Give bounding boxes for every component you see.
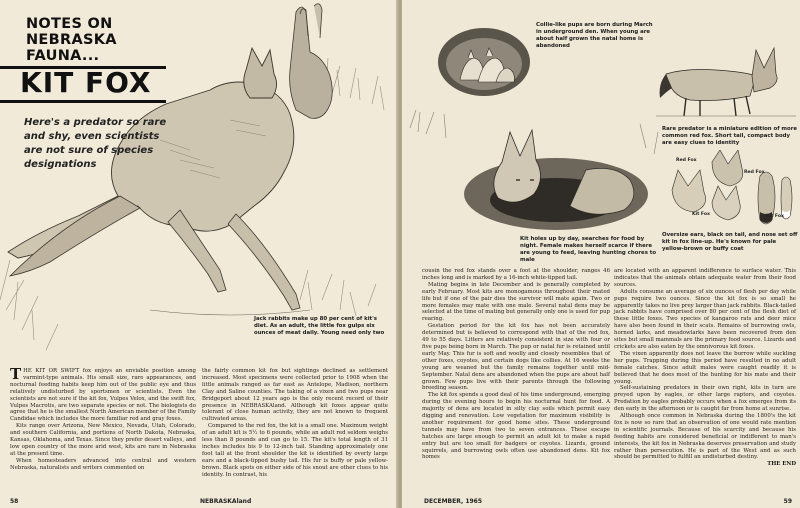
article-deck: Here's a predator so rare and shy, even scientists are not sure of species designations (24, 117, 167, 170)
magazine-name: NEBRASKAland (200, 498, 252, 505)
kicker-line-3: FAUNA... (26, 48, 100, 64)
page-number-right: 59 (783, 498, 792, 505)
label-kit-fox-tail: Kit Fox (766, 214, 785, 219)
body-column-1 (10, 365, 196, 472)
paragraph: cousin the red fox stands over a foot at the shoulder, ranges 46 inches long and is marked by a 16-inch white-tipped tail. (422, 268, 610, 281)
paragraph: the fairly common kit fox but sightings declined as settlement increased. Most specimens were collected prior to 1908 when the little animals ranged as far east as Antelope, Madison, northern Clay and Saline counties. The taking of a vixen and two pups near Bridgeport about 12 years ago is the only recent record of their presence in NEBRASKAland. Although kit foxes appear quite tolerant of close human activity, they are not known to frequent cultivated areas. (202, 368, 388, 423)
paragraph: Adults consume an average of six ounces of flesh per day while pups require two ounces. Since the kit fox is so small he apparently takes no live prey larger than jack rabbits. Black-tailed jack rabbits have comprised over 80 per cent of the flesh diet of these little foxes. Two species of kangaroo rats and deer mice have also been found in their scats. Remains of burrowing owls, horned larks, and meadowlarks have been recovered from den sites but small mammals are the primary food source. Lizards and crickets are also eaten by the omnivorous kit foxes. (614, 288, 796, 350)
paragraph: The kit fox spends a good deal of his time underground, emerging during the evening hours to begin his nocturnal hunt for food. A majority of dens are located in silty clay soils which permit easy digging and renovation. Low vegetation for maximum visibility is another requirement for good home sites. These underground tunnels may have from two to seven entrances. These escape hatches are large enough to permit an adult kit to make a rapid entry but are too small for badgers or coyotes. Lizards, ground squirrels, and burrowing owls often use abandoned dens. Kit fox homes (422, 392, 610, 461)
label-red-fox-head: Red Fox (676, 158, 697, 163)
paragraph: Kits range over Arizona, New Mexico, Nevada, Utah, Colorado, and southern California, and portions of North Dakota, Nebraska, Kansas, Oklahoma, and Texas. Since they prefer desert valleys, and low open country of the more arid west, kits are rare in Nebraska at the present time. (10, 423, 196, 457)
paragraph: Gestation period for the kit fox has not been accurately determined but is believed to correspond with that of the red fox, 49 to 55 days. Litters are relatively consistent in size with four or five pups being born in March. The pup or natal fur is retained until early May. This fur is soft and woolly and closely resembles that of other foxes, coyotes, and certain dogs like collies. At 16 weeks the young are weaned but the family remains together until mid-September. Natal dens are abandoned when the pups are about half grown. Few pups live with their parents through the following breeding season. (422, 323, 610, 392)
paragraph: Compared to the red fox, the kit is a small one. Maximum weight of an adult kit is 5½ to 6 pounds, while an adult red seldom weighs less than 8 pounds and can go to 15. The kit's total length of 31 inches includes his 9 to 12-inch tail. Standing approximately one foot tall at the front shoulder the kit is identified by overly large ears and a black-tipped bushy tail. His fur is buffy or pale yellow-brown. Black spots on either side of his snout are other clues to his identity. In contrast, his (202, 423, 388, 478)
paragraph: Self-sustaining predators in their own right, kits in turn are preyed upon by eagles, or other large raptors, and coyotes. Predation by eagles probably occurs when a fox emerges from its den early in the afternoon or is caught far from home at sunrise. (614, 385, 796, 413)
label-red-fox-tail: Red Fox (744, 170, 765, 175)
caption-jackrabbit: Jack rabbits make up 80 per cent of kit's diet. As an adult, the little fox gulps six ounces of meat daily. Young need only two (254, 316, 385, 336)
issue-date: DECEMBER, 1965 (424, 498, 483, 505)
standing-kit-fox-illustration (656, 40, 796, 120)
body-column-4 (614, 268, 796, 468)
page-number-left: 58 (10, 498, 19, 505)
caption-oversize-ears: Oversize ears, black on tail, and nose set off kit in fox line-up. He's known for pale yellow-brown or buffy coat (662, 232, 798, 252)
drop-cap: T (10, 365, 22, 383)
paragraph: Mating begins in late December and is generally completed by early February. Most kits are monogamous throughout their mated life but if one of the pair dies the survivor will mate again. Two or more females may mate with one male. Several natal dens may be selected at the time of mating but generally only one is used for pup rearing. (422, 281, 610, 323)
article-title: KIT FOX (20, 66, 152, 99)
fox-in-burrow-illustration (406, 108, 662, 236)
left-page (0, 0, 398, 508)
paragraph: When homesteaders advanced into central and western Nebraska, naturalists and writers commented on (10, 457, 196, 471)
kicker-line-2: NEBRASKA (26, 32, 117, 48)
paragraph: The vixen apparently does not leave the burrow while suckling her pups. Trapping during this period have resulted in no adult female catches. Since adult males were caught readily it is believed that he does most of the hunting for his mate and their young. (614, 350, 796, 385)
right-page (402, 0, 800, 508)
kicker-heading (26, 16, 156, 64)
title-rule-bottom (0, 100, 166, 103)
the-end-mark: THE END (767, 461, 796, 468)
paragraph: are located with an apparent indifference to surface water. This indicates that the animals obtain adequate water from their food sources. (614, 268, 796, 288)
caption-kit-holes-up: Kit holes up by day, searches for food by night. Female makes herself scarce if there are young to feed, leaving hunting chores to male (520, 236, 657, 263)
body-column-2 (202, 368, 388, 479)
pups-den-illustration (436, 24, 532, 100)
caption-pups: Collie-like pups are born during March in underground den. When young are about half grown the natal home is abandoned (536, 22, 653, 49)
paragraph: HE KIT OR SWIFT fox enjoys an enviable position among varmint-type animals. His small size, rare appearances, and nocturnal feeding habits keep him out of the public eye and thus relatively undisturbed by sportsmen or scientists. Even the scientists are not sure if the kit fox, Vulpes Velox, and the swift fox, Vulpes Macrotis, are two separate species or not. The biologists do agree that he is the smallest North American member of the Family Candidae which includes the more familiar red and gray foxes. (10, 368, 196, 423)
paragraph: Although once common in Nebraska during the 1800's the kit fox is now so rare that an observation of one would rate mention in scientific journals. Because of his scarcity and because his feeding habits are considered beneficial or indifferent to man's interests, the kit fox in Nebraska deserves preservation and study rather than persecution. He is part of the West and as such should be permitted to fulfill an undisturbed destiny. (614, 413, 796, 461)
body-column-3 (422, 268, 610, 461)
kicker-line-1: NOTES ON (26, 16, 113, 32)
caption-rare-predator: Rare predator is a miniature edition of more common red fox. Short tail, compact body are easy clues to identity (662, 126, 798, 146)
label-kit-fox-head: Kit Fox (692, 212, 711, 217)
